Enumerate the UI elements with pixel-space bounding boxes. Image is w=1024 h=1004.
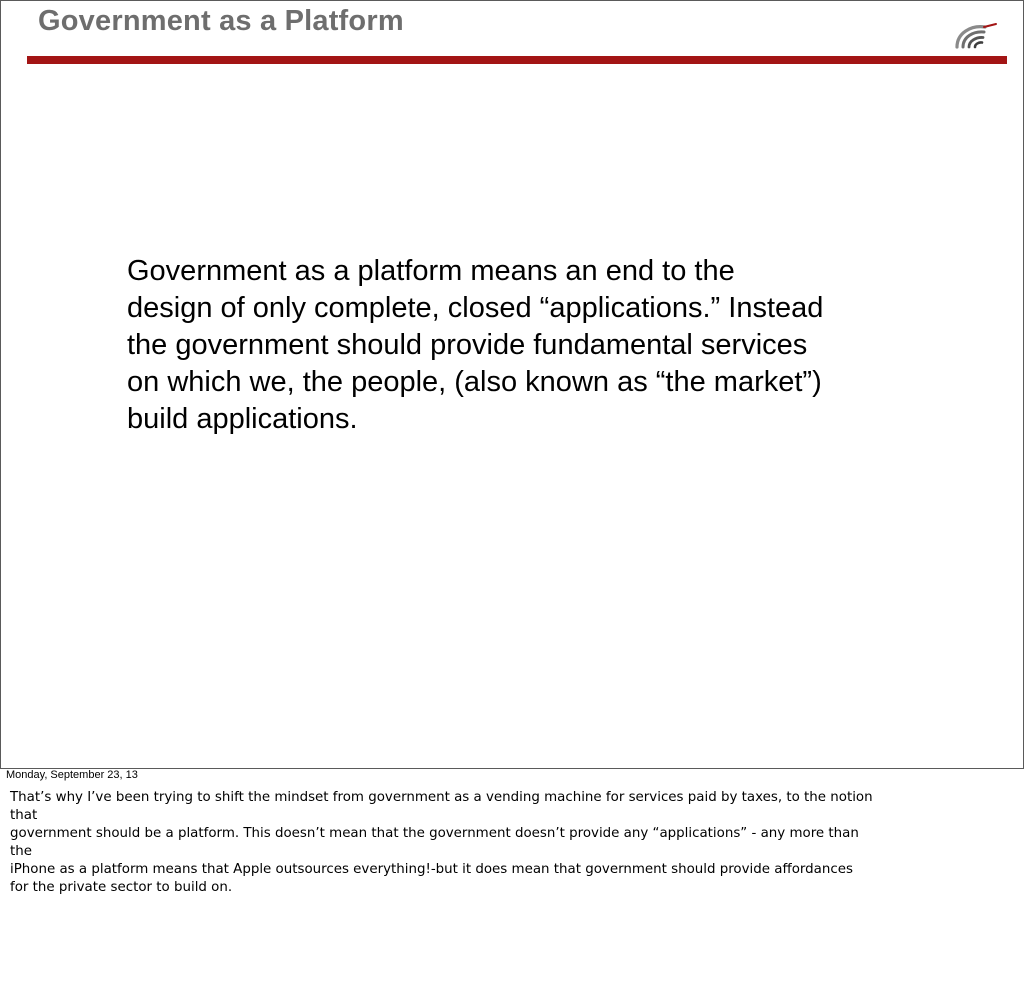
note-line: iPhone as a platform means that Apple outsources everything!-but it does mean that government should provide affordances	[10, 862, 853, 877]
title-accent-rule	[27, 56, 1007, 64]
body-line: design of only complete, closed “applications.” Instead	[127, 292, 824, 324]
body-line: Government as a platform means an end to the	[127, 255, 735, 287]
note-line: for the private sector to build on.	[10, 880, 233, 895]
body-line: build applications.	[127, 403, 358, 435]
date-stamp: Monday, September 23, 13	[6, 769, 138, 781]
note-line: That’s why I’ve been trying to shift the mindset from government as a vending machine for services paid by taxes, to the notion	[10, 790, 873, 805]
speaker-notes	[10, 789, 1015, 897]
slide-body-text	[127, 253, 927, 438]
slide-title: Government as a Platform	[38, 5, 404, 37]
note-line: government should be a platform. This doesn’t mean that the government doesn’t provide any “applications” - any more than	[10, 826, 859, 841]
concentric-arcs-logo-icon	[951, 19, 1001, 53]
body-line: on which we, the people, (also known as “the market”)	[127, 366, 822, 398]
note-line: the	[10, 844, 32, 859]
body-line: the government should provide fundamental services	[127, 329, 808, 361]
note-line: that	[10, 808, 38, 823]
